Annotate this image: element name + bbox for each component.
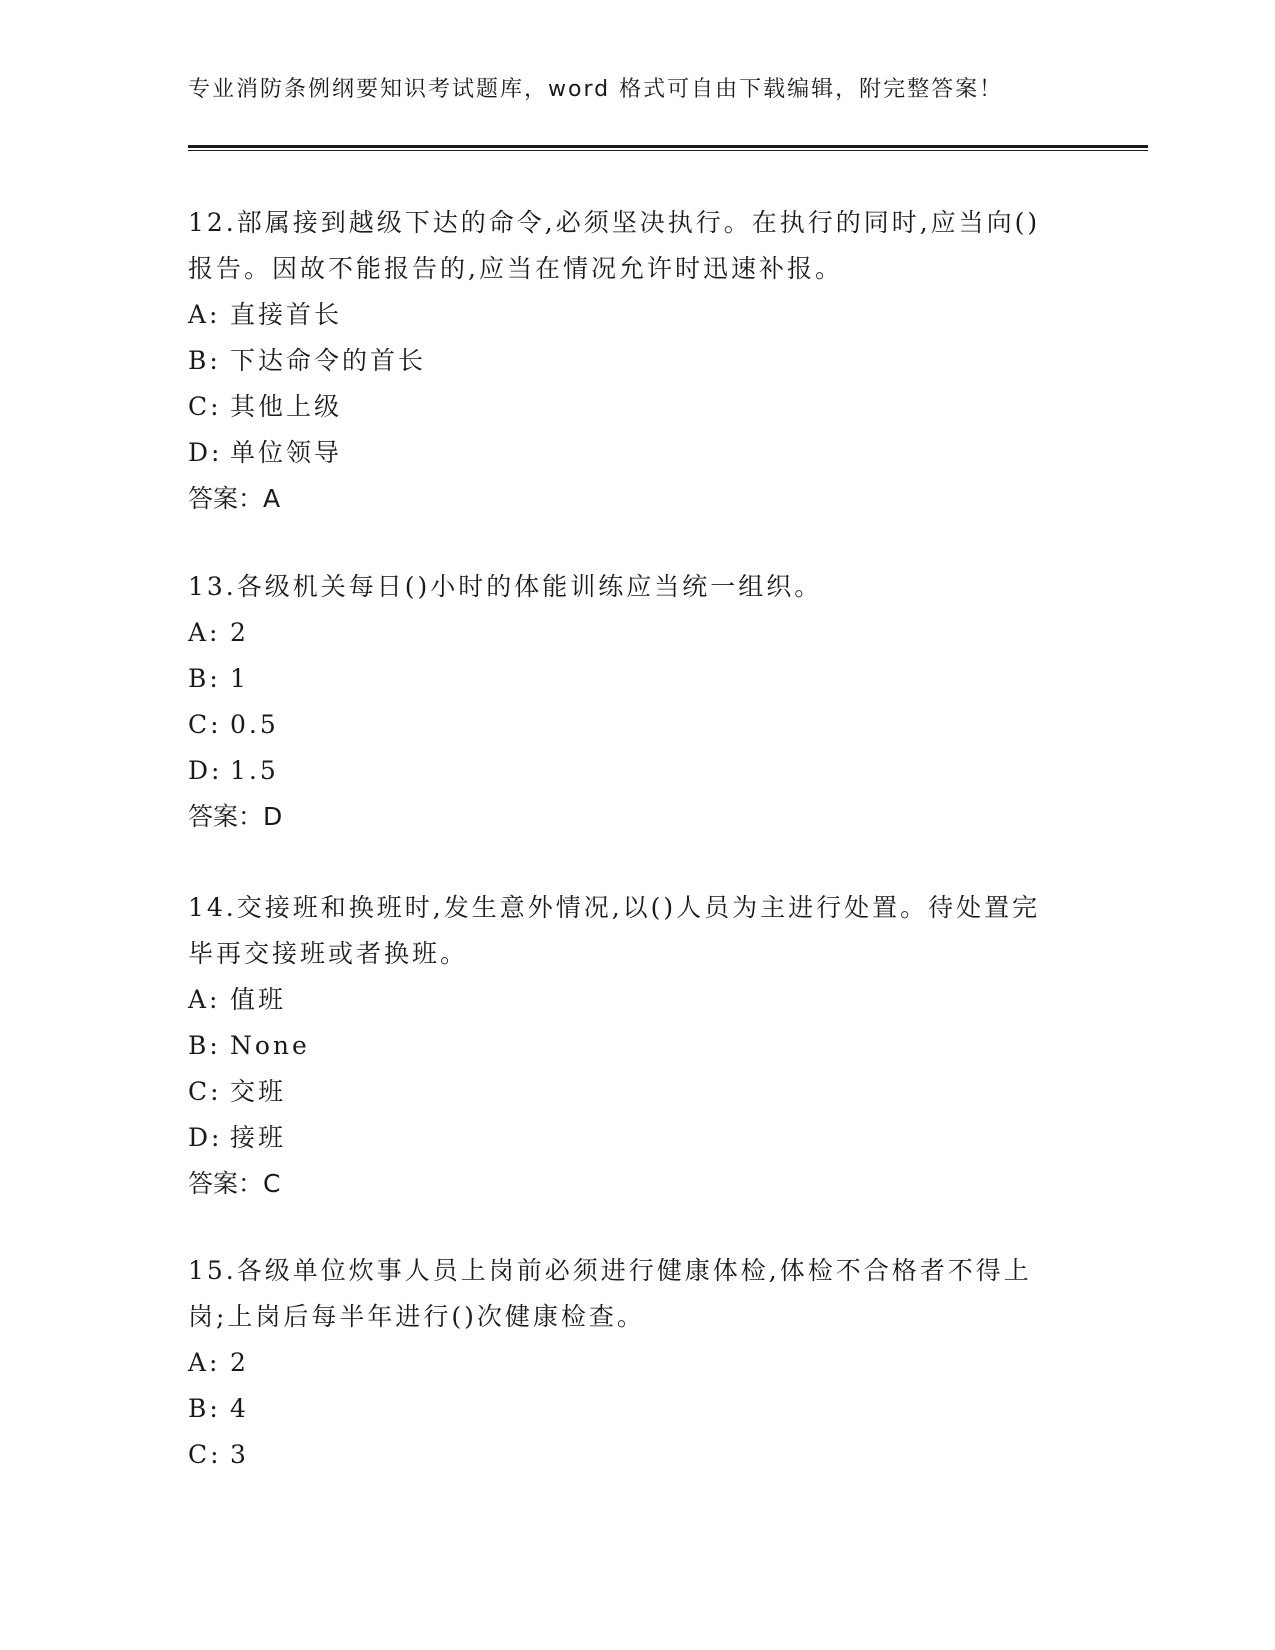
option-d xyxy=(188,748,1068,794)
option-text: 其他上级 xyxy=(230,392,343,421)
option-text: 2 xyxy=(230,618,249,647)
option-text: 接班 xyxy=(230,1123,287,1152)
option-a xyxy=(188,977,1068,1023)
option-text: 4 xyxy=(230,1394,249,1423)
option-text: None xyxy=(230,1031,310,1060)
question-stem: 13.各级机关每日()小时的体能训练应当统一组织。 xyxy=(188,572,823,601)
option-text: 1 xyxy=(230,664,249,693)
question-14 xyxy=(188,885,1068,1207)
header-rule-thick xyxy=(188,145,1148,148)
question-stem: 12.部属接到越级下达的命令,必须坚决执行。在执行的同时,应当向()报告。因故不能报告的,应当在情况允许时迅速补报。 xyxy=(188,208,1041,283)
option-key: B: xyxy=(188,664,221,693)
option-text: 下达命令的首长 xyxy=(230,346,427,375)
document-header: 专业消防条例纲要知识考试题库，word 格式可自由下载编辑，附完整答案！ xyxy=(188,77,1004,102)
question-15 xyxy=(188,1248,1068,1478)
option-text: 2 xyxy=(230,1348,249,1377)
option-b xyxy=(188,656,1068,702)
option-text: 值班 xyxy=(230,985,287,1014)
option-c xyxy=(188,1432,1068,1478)
option-key: B: xyxy=(188,1394,221,1423)
option-b xyxy=(188,338,1068,384)
option-key: A: xyxy=(188,1348,221,1377)
option-c xyxy=(188,1069,1068,1115)
option-a xyxy=(188,1340,1068,1386)
option-key: C: xyxy=(188,392,222,421)
option-text: 单位领导 xyxy=(230,438,343,467)
option-key: C: xyxy=(188,1077,222,1106)
option-a xyxy=(188,292,1068,338)
option-d xyxy=(188,1115,1068,1161)
option-c xyxy=(188,702,1068,748)
question-stem: 15.各级单位炊事人员上岗前必须进行健康体检,体检不合格者不得上岗;上岗后每半年进行()次健康检查。 xyxy=(188,1256,1032,1331)
answer-line: 答案：D xyxy=(188,802,283,831)
question-13 xyxy=(188,564,1068,840)
option-key: B: xyxy=(188,1031,221,1060)
option-key: B: xyxy=(188,346,221,375)
option-key: C: xyxy=(188,1440,222,1469)
question-stem: 14.交接班和换班时,发生意外情况,以()人员为主进行处置。待处置完毕再交接班或者换班。 xyxy=(188,893,1041,968)
option-a xyxy=(188,610,1068,656)
option-text: 0.5 xyxy=(230,710,279,739)
option-key: A: xyxy=(188,300,221,329)
option-text: 3 xyxy=(230,1440,249,1469)
option-key: D: xyxy=(188,438,223,467)
option-text: 直接首长 xyxy=(230,300,343,329)
option-text: 1.5 xyxy=(230,756,279,785)
option-key: D: xyxy=(188,756,223,785)
option-c xyxy=(188,384,1068,430)
option-b xyxy=(188,1023,1068,1069)
option-text: 交班 xyxy=(230,1077,287,1106)
option-key: A: xyxy=(188,618,221,647)
question-12 xyxy=(188,200,1068,522)
header-rule-thin xyxy=(188,150,1148,151)
option-key: D: xyxy=(188,1123,223,1152)
option-d xyxy=(188,430,1068,476)
option-key: A: xyxy=(188,985,221,1014)
answer-line: 答案：A xyxy=(188,484,281,513)
answer-line: 答案：C xyxy=(188,1169,281,1198)
option-key: C: xyxy=(188,710,222,739)
option-b xyxy=(188,1386,1068,1432)
